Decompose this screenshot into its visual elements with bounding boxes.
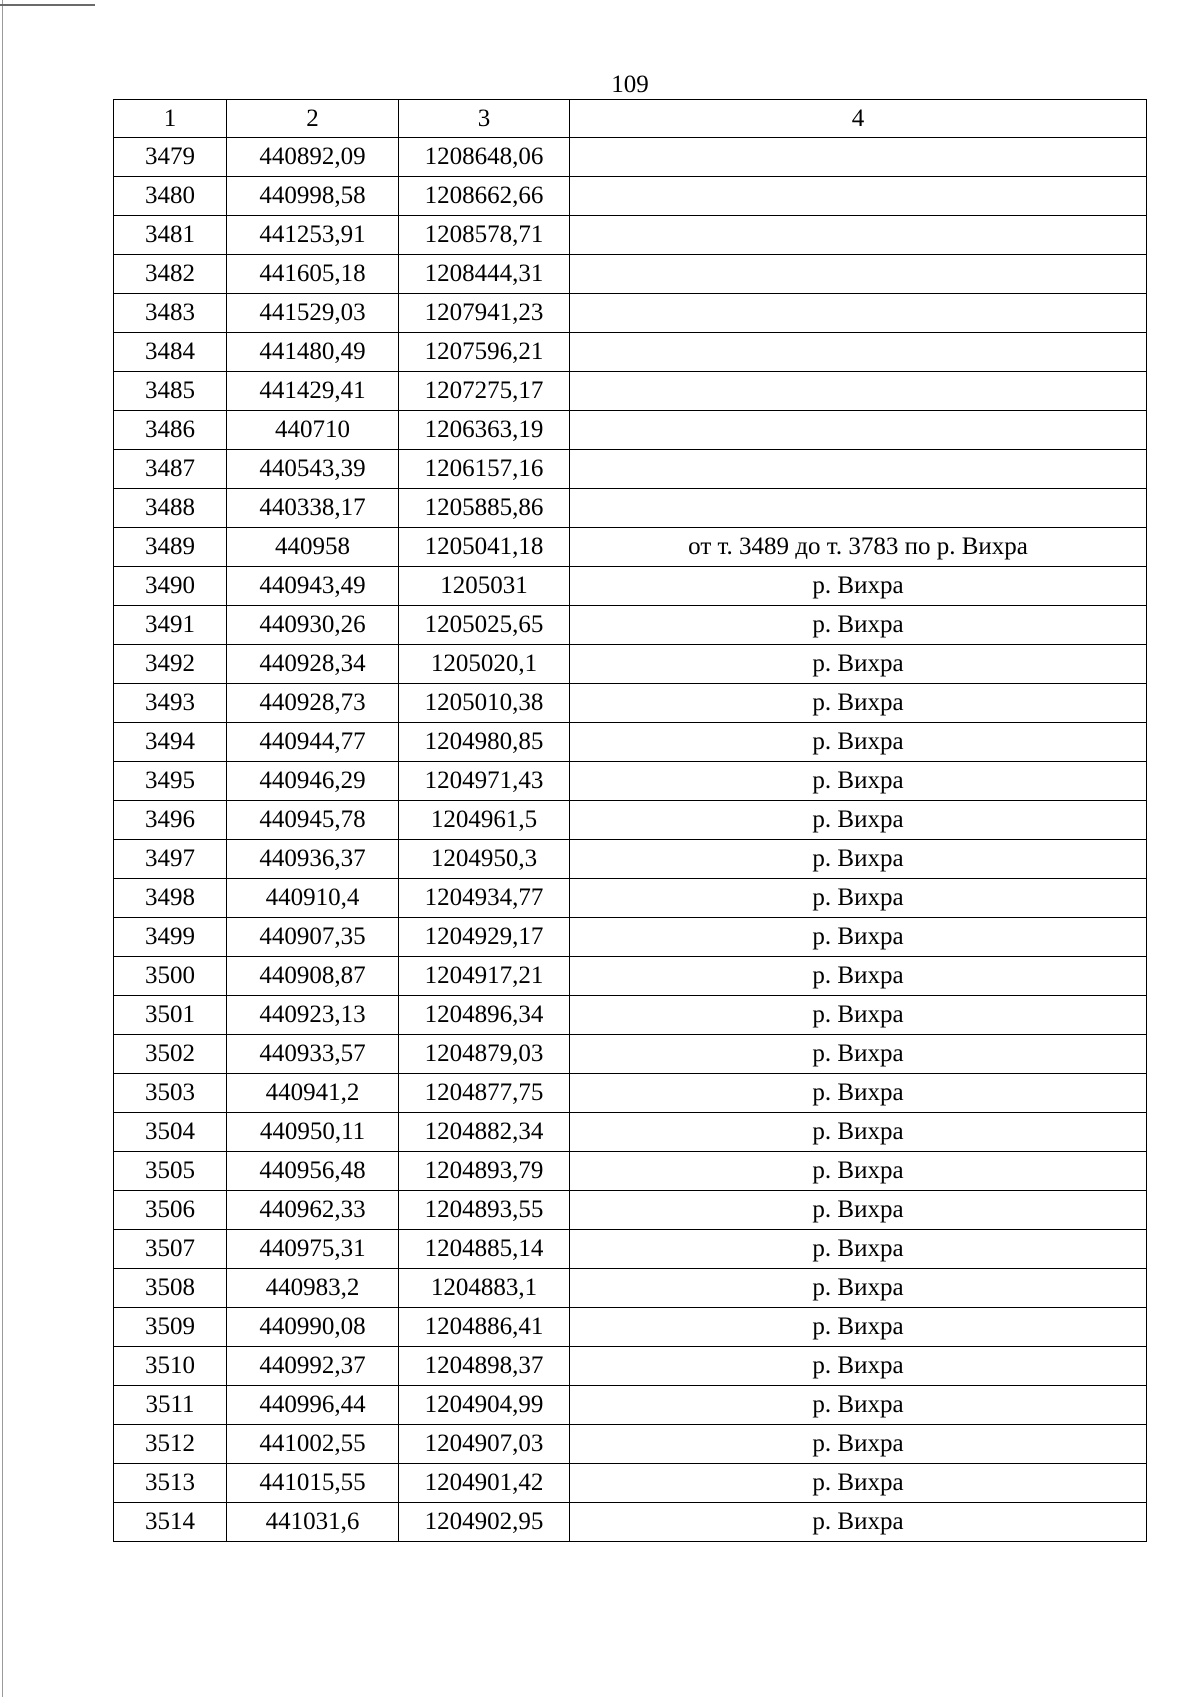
cell-y: 1205025,65 — [399, 606, 570, 645]
scan-margin-line — [2, 0, 3, 1697]
cell-point-number: 3494 — [114, 723, 227, 762]
cell-y: 1208578,71 — [399, 216, 570, 255]
table-row — [114, 1074, 1147, 1113]
cell-point-number: 3480 — [114, 177, 227, 216]
cell-y: 1204934,77 — [399, 879, 570, 918]
cell-x: 440907,35 — [227, 918, 399, 957]
cell-x: 440962,33 — [227, 1191, 399, 1230]
cell-description: р. Вихра — [570, 1503, 1147, 1542]
cell-description: р. Вихра — [570, 645, 1147, 684]
cell-y: 1204898,37 — [399, 1347, 570, 1386]
cell-point-number: 3484 — [114, 333, 227, 372]
cell-x: 440944,77 — [227, 723, 399, 762]
table-row — [114, 879, 1147, 918]
cell-description: р. Вихра — [570, 567, 1147, 606]
table-row — [114, 723, 1147, 762]
table-row — [114, 567, 1147, 606]
cell-x: 440928,34 — [227, 645, 399, 684]
cell-point-number: 3514 — [114, 1503, 227, 1542]
cell-y: 1204961,5 — [399, 801, 570, 840]
cell-description — [570, 411, 1147, 450]
cell-point-number: 3507 — [114, 1230, 227, 1269]
cell-x: 440338,17 — [227, 489, 399, 528]
cell-point-number: 3496 — [114, 801, 227, 840]
cell-x: 440910,4 — [227, 879, 399, 918]
cell-description — [570, 177, 1147, 216]
cell-point-number: 3504 — [114, 1113, 227, 1152]
cell-x: 440943,49 — [227, 567, 399, 606]
cell-description: р. Вихра — [570, 957, 1147, 996]
cell-y: 1204904,99 — [399, 1386, 570, 1425]
column-header-y: 3 — [399, 100, 570, 138]
cell-x: 440930,26 — [227, 606, 399, 645]
cell-y: 1206157,16 — [399, 450, 570, 489]
table-row — [114, 1425, 1147, 1464]
cell-description: р. Вихра — [570, 1152, 1147, 1191]
cell-description: р. Вихра — [570, 1308, 1147, 1347]
table-body — [114, 138, 1147, 1542]
cell-x: 440992,37 — [227, 1347, 399, 1386]
table-row — [114, 411, 1147, 450]
table-row — [114, 450, 1147, 489]
cell-y: 1204896,34 — [399, 996, 570, 1035]
table-row — [114, 918, 1147, 957]
cell-description: р. Вихра — [570, 762, 1147, 801]
cell-point-number: 3487 — [114, 450, 227, 489]
cell-y: 1204950,3 — [399, 840, 570, 879]
cell-point-number: 3502 — [114, 1035, 227, 1074]
table-row — [114, 840, 1147, 879]
cell-x: 440892,09 — [227, 138, 399, 177]
cell-x: 440928,73 — [227, 684, 399, 723]
cell-description: р. Вихра — [570, 879, 1147, 918]
cell-description — [570, 138, 1147, 177]
cell-point-number: 3491 — [114, 606, 227, 645]
cell-description — [570, 294, 1147, 333]
cell-point-number: 3486 — [114, 411, 227, 450]
table-row — [114, 606, 1147, 645]
cell-description: р. Вихра — [570, 840, 1147, 879]
cell-description: р. Вихра — [570, 723, 1147, 762]
cell-y: 1204917,21 — [399, 957, 570, 996]
table-row — [114, 138, 1147, 177]
table-row — [114, 528, 1147, 567]
table-row — [114, 1113, 1147, 1152]
cell-description: р. Вихра — [570, 996, 1147, 1035]
cell-description — [570, 216, 1147, 255]
coordinates-table — [113, 99, 1147, 1542]
table-row — [114, 957, 1147, 996]
cell-description: р. Вихра — [570, 1386, 1147, 1425]
cell-x: 440923,13 — [227, 996, 399, 1035]
cell-description: р. Вихра — [570, 684, 1147, 723]
cell-description: р. Вихра — [570, 606, 1147, 645]
cell-y: 1204971,43 — [399, 762, 570, 801]
cell-point-number: 3495 — [114, 762, 227, 801]
cell-x: 440908,87 — [227, 957, 399, 996]
cell-y: 1205885,86 — [399, 489, 570, 528]
cell-y: 1204882,34 — [399, 1113, 570, 1152]
cell-y: 1204893,79 — [399, 1152, 570, 1191]
cell-x: 441429,41 — [227, 372, 399, 411]
cell-point-number: 3511 — [114, 1386, 227, 1425]
header-row — [114, 100, 1147, 138]
cell-description — [570, 333, 1147, 372]
cell-y: 1204883,1 — [399, 1269, 570, 1308]
table-row — [114, 645, 1147, 684]
cell-y: 1205020,1 — [399, 645, 570, 684]
cell-description — [570, 255, 1147, 294]
cell-y: 1207941,23 — [399, 294, 570, 333]
table-row — [114, 801, 1147, 840]
cell-point-number: 3501 — [114, 996, 227, 1035]
table-row — [114, 1464, 1147, 1503]
column-header-point-number: 1 — [114, 100, 227, 138]
cell-x: 440990,08 — [227, 1308, 399, 1347]
cell-description: р. Вихра — [570, 1347, 1147, 1386]
table-row — [114, 216, 1147, 255]
cell-y: 1206363,19 — [399, 411, 570, 450]
cell-x: 440543,39 — [227, 450, 399, 489]
cell-x: 440946,29 — [227, 762, 399, 801]
cell-description: р. Вихра — [570, 801, 1147, 840]
cell-description: р. Вихра — [570, 918, 1147, 957]
cell-y: 1204929,17 — [399, 918, 570, 957]
table-row — [114, 333, 1147, 372]
cell-x: 440956,48 — [227, 1152, 399, 1191]
table-row — [114, 762, 1147, 801]
table-row — [114, 996, 1147, 1035]
cell-point-number: 3506 — [114, 1191, 227, 1230]
cell-y: 1204907,03 — [399, 1425, 570, 1464]
cell-point-number: 3508 — [114, 1269, 227, 1308]
cell-y: 1205031 — [399, 567, 570, 606]
cell-y: 1204877,75 — [399, 1074, 570, 1113]
cell-point-number: 3479 — [114, 138, 227, 177]
cell-y: 1204893,55 — [399, 1191, 570, 1230]
table-row — [114, 489, 1147, 528]
table-row — [114, 177, 1147, 216]
cell-x: 440710 — [227, 411, 399, 450]
cell-point-number: 3503 — [114, 1074, 227, 1113]
cell-point-number: 3512 — [114, 1425, 227, 1464]
cell-x: 441605,18 — [227, 255, 399, 294]
cell-point-number: 3500 — [114, 957, 227, 996]
cell-point-number: 3490 — [114, 567, 227, 606]
table-header — [114, 100, 1147, 138]
cell-point-number: 3481 — [114, 216, 227, 255]
cell-x: 441529,03 — [227, 294, 399, 333]
cell-x: 441480,49 — [227, 333, 399, 372]
page-number: 109 — [611, 71, 649, 98]
cell-x: 441002,55 — [227, 1425, 399, 1464]
cell-description: р. Вихра — [570, 1464, 1147, 1503]
cell-y: 1204901,42 — [399, 1464, 570, 1503]
cell-y: 1204885,14 — [399, 1230, 570, 1269]
cell-point-number: 3493 — [114, 684, 227, 723]
cell-point-number: 3488 — [114, 489, 227, 528]
cell-x: 441015,55 — [227, 1464, 399, 1503]
cell-x: 440941,2 — [227, 1074, 399, 1113]
cell-point-number: 3499 — [114, 918, 227, 957]
cell-y: 1204886,41 — [399, 1308, 570, 1347]
cell-y: 1208648,06 — [399, 138, 570, 177]
table-row — [114, 1035, 1147, 1074]
cell-description: р. Вихра — [570, 1074, 1147, 1113]
cell-x: 440975,31 — [227, 1230, 399, 1269]
column-header-description: 4 — [570, 100, 1147, 138]
cell-point-number: 3485 — [114, 372, 227, 411]
cell-point-number: 3482 — [114, 255, 227, 294]
cell-y: 1208444,31 — [399, 255, 570, 294]
cell-description: р. Вихра — [570, 1269, 1147, 1308]
cell-x: 440998,58 — [227, 177, 399, 216]
cell-x: 440933,57 — [227, 1035, 399, 1074]
cell-description: р. Вихра — [570, 1113, 1147, 1152]
cell-x: 440958 — [227, 528, 399, 567]
cell-x: 441031,6 — [227, 1503, 399, 1542]
cell-y: 1204902,95 — [399, 1503, 570, 1542]
table-row — [114, 684, 1147, 723]
cell-description: от т. 3489 до т. 3783 по р. Вихра — [570, 528, 1147, 567]
cell-x: 440950,11 — [227, 1113, 399, 1152]
cell-y: 1204879,03 — [399, 1035, 570, 1074]
table-row — [114, 1503, 1147, 1542]
cell-point-number: 3497 — [114, 840, 227, 879]
table-row — [114, 1347, 1147, 1386]
scan-top-mark — [0, 4, 95, 6]
cell-y: 1205041,18 — [399, 528, 570, 567]
cell-point-number: 3513 — [114, 1464, 227, 1503]
cell-description — [570, 372, 1147, 411]
table-row — [114, 1269, 1147, 1308]
cell-point-number: 3492 — [114, 645, 227, 684]
cell-description — [570, 489, 1147, 528]
table-row — [114, 372, 1147, 411]
table-row — [114, 1386, 1147, 1425]
cell-point-number: 3483 — [114, 294, 227, 333]
cell-description: р. Вихра — [570, 1035, 1147, 1074]
cell-y: 1207275,17 — [399, 372, 570, 411]
table-row — [114, 1308, 1147, 1347]
cell-description: р. Вихра — [570, 1425, 1147, 1464]
cell-y: 1205010,38 — [399, 684, 570, 723]
cell-x: 440983,2 — [227, 1269, 399, 1308]
cell-x: 440936,37 — [227, 840, 399, 879]
cell-point-number: 3509 — [114, 1308, 227, 1347]
table-row — [114, 294, 1147, 333]
cell-point-number: 3489 — [114, 528, 227, 567]
cell-y: 1207596,21 — [399, 333, 570, 372]
cell-description: р. Вихра — [570, 1191, 1147, 1230]
cell-description: р. Вихра — [570, 1230, 1147, 1269]
cell-y: 1204980,85 — [399, 723, 570, 762]
cell-y: 1208662,66 — [399, 177, 570, 216]
cell-x: 440996,44 — [227, 1386, 399, 1425]
cell-point-number: 3498 — [114, 879, 227, 918]
column-header-x: 2 — [227, 100, 399, 138]
table-row — [114, 255, 1147, 294]
table-row — [114, 1191, 1147, 1230]
cell-description — [570, 450, 1147, 489]
table-row — [114, 1152, 1147, 1191]
cell-point-number: 3505 — [114, 1152, 227, 1191]
cell-point-number: 3510 — [114, 1347, 227, 1386]
cell-x: 441253,91 — [227, 216, 399, 255]
cell-x: 440945,78 — [227, 801, 399, 840]
table-row — [114, 1230, 1147, 1269]
